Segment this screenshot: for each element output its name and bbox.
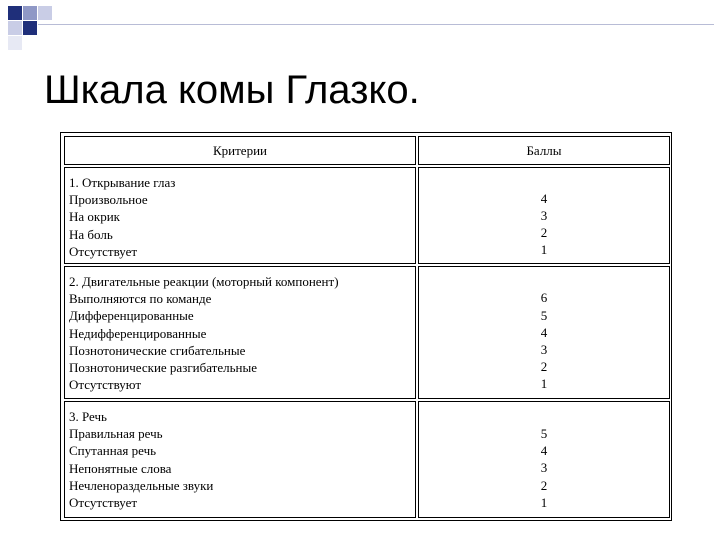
criterion-label: Произвольное bbox=[69, 192, 148, 208]
section-speech-points bbox=[418, 401, 670, 518]
score-value: 4 bbox=[540, 443, 548, 459]
corner-square-dark bbox=[23, 21, 37, 35]
glasgow-scale-table bbox=[60, 132, 672, 521]
criterion-label: На окрик bbox=[69, 209, 120, 225]
criterion-label: Правильная речь bbox=[69, 426, 163, 442]
corner-square-light bbox=[8, 21, 22, 35]
score-value: 2 bbox=[540, 359, 548, 375]
score-value: 4 bbox=[540, 190, 548, 206]
criterion-label: Отсутствуют bbox=[69, 377, 142, 393]
criterion-label: Недифференцированные bbox=[69, 325, 207, 341]
criterion-label: Дифференцированные bbox=[69, 308, 194, 324]
slide-title: Шкала комы Глазко. bbox=[44, 68, 420, 112]
score-value: 1 bbox=[540, 376, 548, 392]
criterion-label: На боль bbox=[69, 226, 113, 242]
score-value: 1 bbox=[540, 494, 548, 510]
criterion-label: Спутанная речь bbox=[69, 443, 157, 459]
criterion-label: Непонятные слова bbox=[69, 460, 172, 476]
corner-square-faint bbox=[8, 36, 22, 50]
criterion-label: Нечленораздельные звуки bbox=[69, 477, 214, 493]
criterion-label: Выполняются по команде bbox=[69, 291, 212, 307]
score-value: 5 bbox=[540, 425, 548, 441]
score-value: 3 bbox=[540, 207, 548, 223]
section-motor-criteria bbox=[64, 266, 416, 399]
corner-square-dark bbox=[8, 6, 22, 20]
score-value: 2 bbox=[540, 225, 548, 240]
points-header: Баллы bbox=[526, 142, 562, 158]
criteria-header-cell bbox=[64, 136, 416, 165]
score-value: 1 bbox=[540, 242, 548, 258]
section-heading: 3. Речь bbox=[69, 409, 107, 424]
corner-square-medium bbox=[23, 6, 37, 20]
section-heading: 2. Двигательные реакции (моторный компонент) bbox=[69, 274, 339, 289]
criterion-label: Отсутствует bbox=[69, 495, 138, 511]
criteria-header: Критерии bbox=[213, 142, 267, 158]
section-heading: 1. Открывание глаз bbox=[69, 175, 176, 190]
score-value: 2 bbox=[540, 477, 548, 493]
criterion-label: Отсутствует bbox=[69, 243, 138, 259]
score-value: 3 bbox=[540, 460, 548, 476]
top-divider-line bbox=[38, 24, 714, 25]
score-value: 4 bbox=[540, 324, 548, 340]
section-speech-criteria bbox=[64, 401, 416, 518]
section-eyes-points bbox=[418, 167, 670, 264]
score-value: 5 bbox=[540, 307, 548, 323]
points-header-cell bbox=[418, 136, 670, 165]
criterion-label: Познотонические разгибательные bbox=[69, 360, 257, 376]
section-eyes-criteria bbox=[64, 167, 416, 264]
section-motor-points bbox=[418, 266, 670, 399]
score-value: 3 bbox=[540, 342, 548, 357]
corner-square-light bbox=[38, 6, 52, 20]
criterion-label: Познотонические сгибательные bbox=[69, 342, 246, 358]
score-value: 6 bbox=[540, 290, 548, 306]
